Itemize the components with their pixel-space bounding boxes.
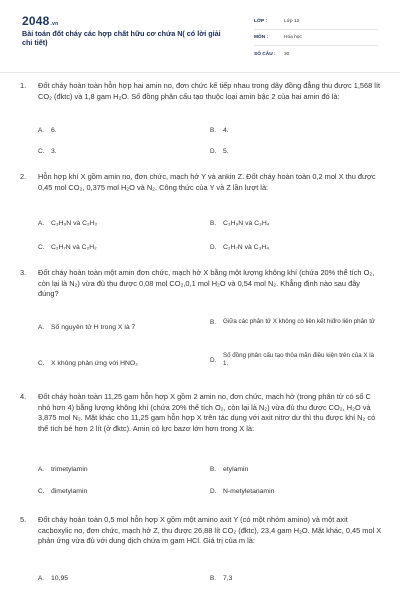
document-header	[0, 0, 400, 62]
option-text: C₂H₇N và C₂H₂	[51, 244, 97, 251]
option-c[interactable]	[38, 243, 97, 252]
option-text: Số nguyên tử H trong X là 7	[51, 324, 136, 331]
option-letter: B.	[210, 575, 217, 583]
meta-label-subject: MÔN :	[254, 35, 269, 40]
option-d[interactable]	[210, 147, 229, 156]
option-a[interactable]	[38, 219, 97, 228]
option-letter: D.	[210, 356, 217, 364]
option-b[interactable]	[210, 574, 232, 583]
option-letter: C.	[38, 148, 45, 156]
option-text: Giữa các phân tử X không có liên kết hiđro liên phân tử	[223, 318, 376, 325]
option-letter: C.	[38, 244, 45, 252]
question-text: Đốt cháy hoàn toàn một amin đơn chức, mạch hở X bằng một lượng không khí (chứa 20% thể tích O₂, còn lại là N₂) vừa đủ thu được 0,08 mol CO₂,0,1 mol H₂O và 0,54 mol N₂. Khẳng định nào sau đây đúng?	[38, 268, 375, 299]
document-title: Bài toán đốt cháy các hợp chất hữu cơ chứa N( có lời giải chi tiết)	[22, 29, 221, 48]
question-4	[20, 392, 382, 500]
option-text: C₃H₉N và C₂H₂	[51, 220, 98, 227]
meta-row-question-count	[254, 46, 378, 62]
meta-row-subject	[254, 30, 378, 46]
question-text: Đốt cháy hoàn toàn 11,25 gam hỗn hợp X gồm 2 amin no, đơn chức, mạch hở (trong phân tử có số C nhỏ hơn 4) bằng lượng không khí (chứa 20% thể tích O₂, còn lại là N₂) vừa đủ thu được CO₂, H₂O và 3,875 mol N₂. Mặt khác cho 11,25 gam hỗn hợp X trên tác dụng với axit nitrơ dư thì thu được khí N₂ có thể tích bé hơn 2 lít (ở đktc). Amin có lực bazơ lớn hơn trong X là:	[38, 392, 376, 433]
option-text: 4.	[223, 127, 229, 134]
question-number: 2.	[20, 172, 27, 181]
option-text: 7,3	[223, 575, 233, 582]
logo-text: 2048	[22, 14, 50, 28]
option-text: đimetylamin	[51, 488, 88, 495]
option-d[interactable]	[210, 243, 269, 252]
option-letter: B.	[210, 318, 217, 326]
option-c[interactable]	[38, 359, 138, 368]
option-a[interactable]	[38, 574, 68, 583]
meta-value-class: Lớp 12	[284, 19, 300, 24]
option-a[interactable]	[38, 126, 57, 135]
option-text: C₃H₉N và C₃H₄	[223, 220, 270, 227]
option-text: 6.	[51, 127, 57, 134]
option-letter: A.	[38, 220, 45, 228]
option-text: X không phản ứng với HNO₂	[51, 360, 138, 367]
option-c[interactable]	[38, 147, 57, 156]
option-b[interactable]	[210, 318, 382, 326]
option-letter: C.	[38, 360, 45, 368]
option-text: 3.	[51, 148, 57, 155]
option-letter: D.	[210, 488, 217, 496]
option-text: 10,95	[51, 575, 69, 582]
meta-row-class	[254, 14, 378, 30]
question-text: Hỗn hợp khí X gồm amin no, đơn chức, mạch hở Y và ankin Z. Đốt cháy hoàn toàn 0,2 mol X thu được 0,45 mol CO₂, 0,375 mol H₂O và N₂. Công thức của Y và Z lần lượt là:	[38, 172, 376, 192]
question-number: 3.	[20, 268, 27, 277]
option-text: etylamin	[223, 466, 249, 473]
option-letter: A.	[38, 466, 45, 474]
option-text: Số đồng phân cấu tạo thỏa mãn điều kiện trên của X là 1.	[223, 352, 375, 368]
option-text: trimetylamin	[51, 466, 88, 473]
option-letter: B.	[210, 127, 217, 135]
option-letter: A.	[38, 127, 45, 135]
option-letter: A.	[38, 324, 45, 332]
site-logo[interactable]	[22, 14, 58, 28]
question-5	[20, 515, 382, 595]
option-c[interactable]	[38, 487, 87, 496]
meta-label-class: LỚP :	[254, 19, 268, 24]
option-letter: C.	[38, 488, 45, 496]
option-letter: A.	[38, 575, 45, 583]
option-d[interactable]	[210, 487, 274, 496]
question-3	[20, 268, 382, 380]
question-number: 1.	[20, 81, 27, 90]
logo-suffix: .vn	[50, 21, 59, 27]
option-text: C₂H₇N và C₃H₄	[223, 244, 270, 251]
header-divider	[0, 72, 400, 73]
meta-info-table	[254, 14, 378, 62]
option-b[interactable]	[210, 219, 270, 228]
option-b[interactable]	[210, 126, 229, 135]
meta-label-question-count: SỐ CÂU :	[254, 51, 276, 57]
option-a[interactable]	[38, 465, 88, 474]
meta-value-subject: Hóa học	[284, 35, 302, 40]
option-letter: B.	[210, 220, 217, 228]
option-text: 5.	[223, 148, 229, 155]
option-letter: D.	[210, 244, 217, 252]
question-number: 5.	[20, 515, 27, 524]
question-text: Đốt cháy hoàn toàn 0,5 mol hỗn hợp X gồm một amino axit Y (có một nhóm amino) và một axit cacboxylic no, đơn chức, mạch hở Z, thu được 26,88 lít CO₂ (đktc), 23,4 gam H₂O. Mặt khác, 0,45 mol X phản ứng vừa đủ với dung dịch chứa m gam HCl. Giá trị của m là:	[38, 515, 382, 546]
question-number: 4.	[20, 392, 27, 401]
option-d[interactable]	[210, 352, 382, 369]
option-text: N-metyletanamin	[223, 488, 275, 495]
option-a[interactable]	[38, 323, 135, 332]
meta-value-question-count: 30	[284, 51, 290, 57]
option-b[interactable]	[210, 465, 248, 474]
question-text: Đốt cháy hoàn toàn hỗn hợp hai amin no, đơn chức kế tiếp nhau trong dãy đồng đẳng thu được 1,568 lít CO₂ (đktc) và 1,8 gam H₂O. Số đồng phân cấu tạo thuộc loại amin bậc 2 của hai amin đó là:	[38, 81, 381, 101]
question-1	[20, 81, 382, 161]
question-2	[20, 172, 382, 260]
option-letter: D.	[210, 148, 217, 156]
option-letter: B.	[210, 466, 217, 474]
